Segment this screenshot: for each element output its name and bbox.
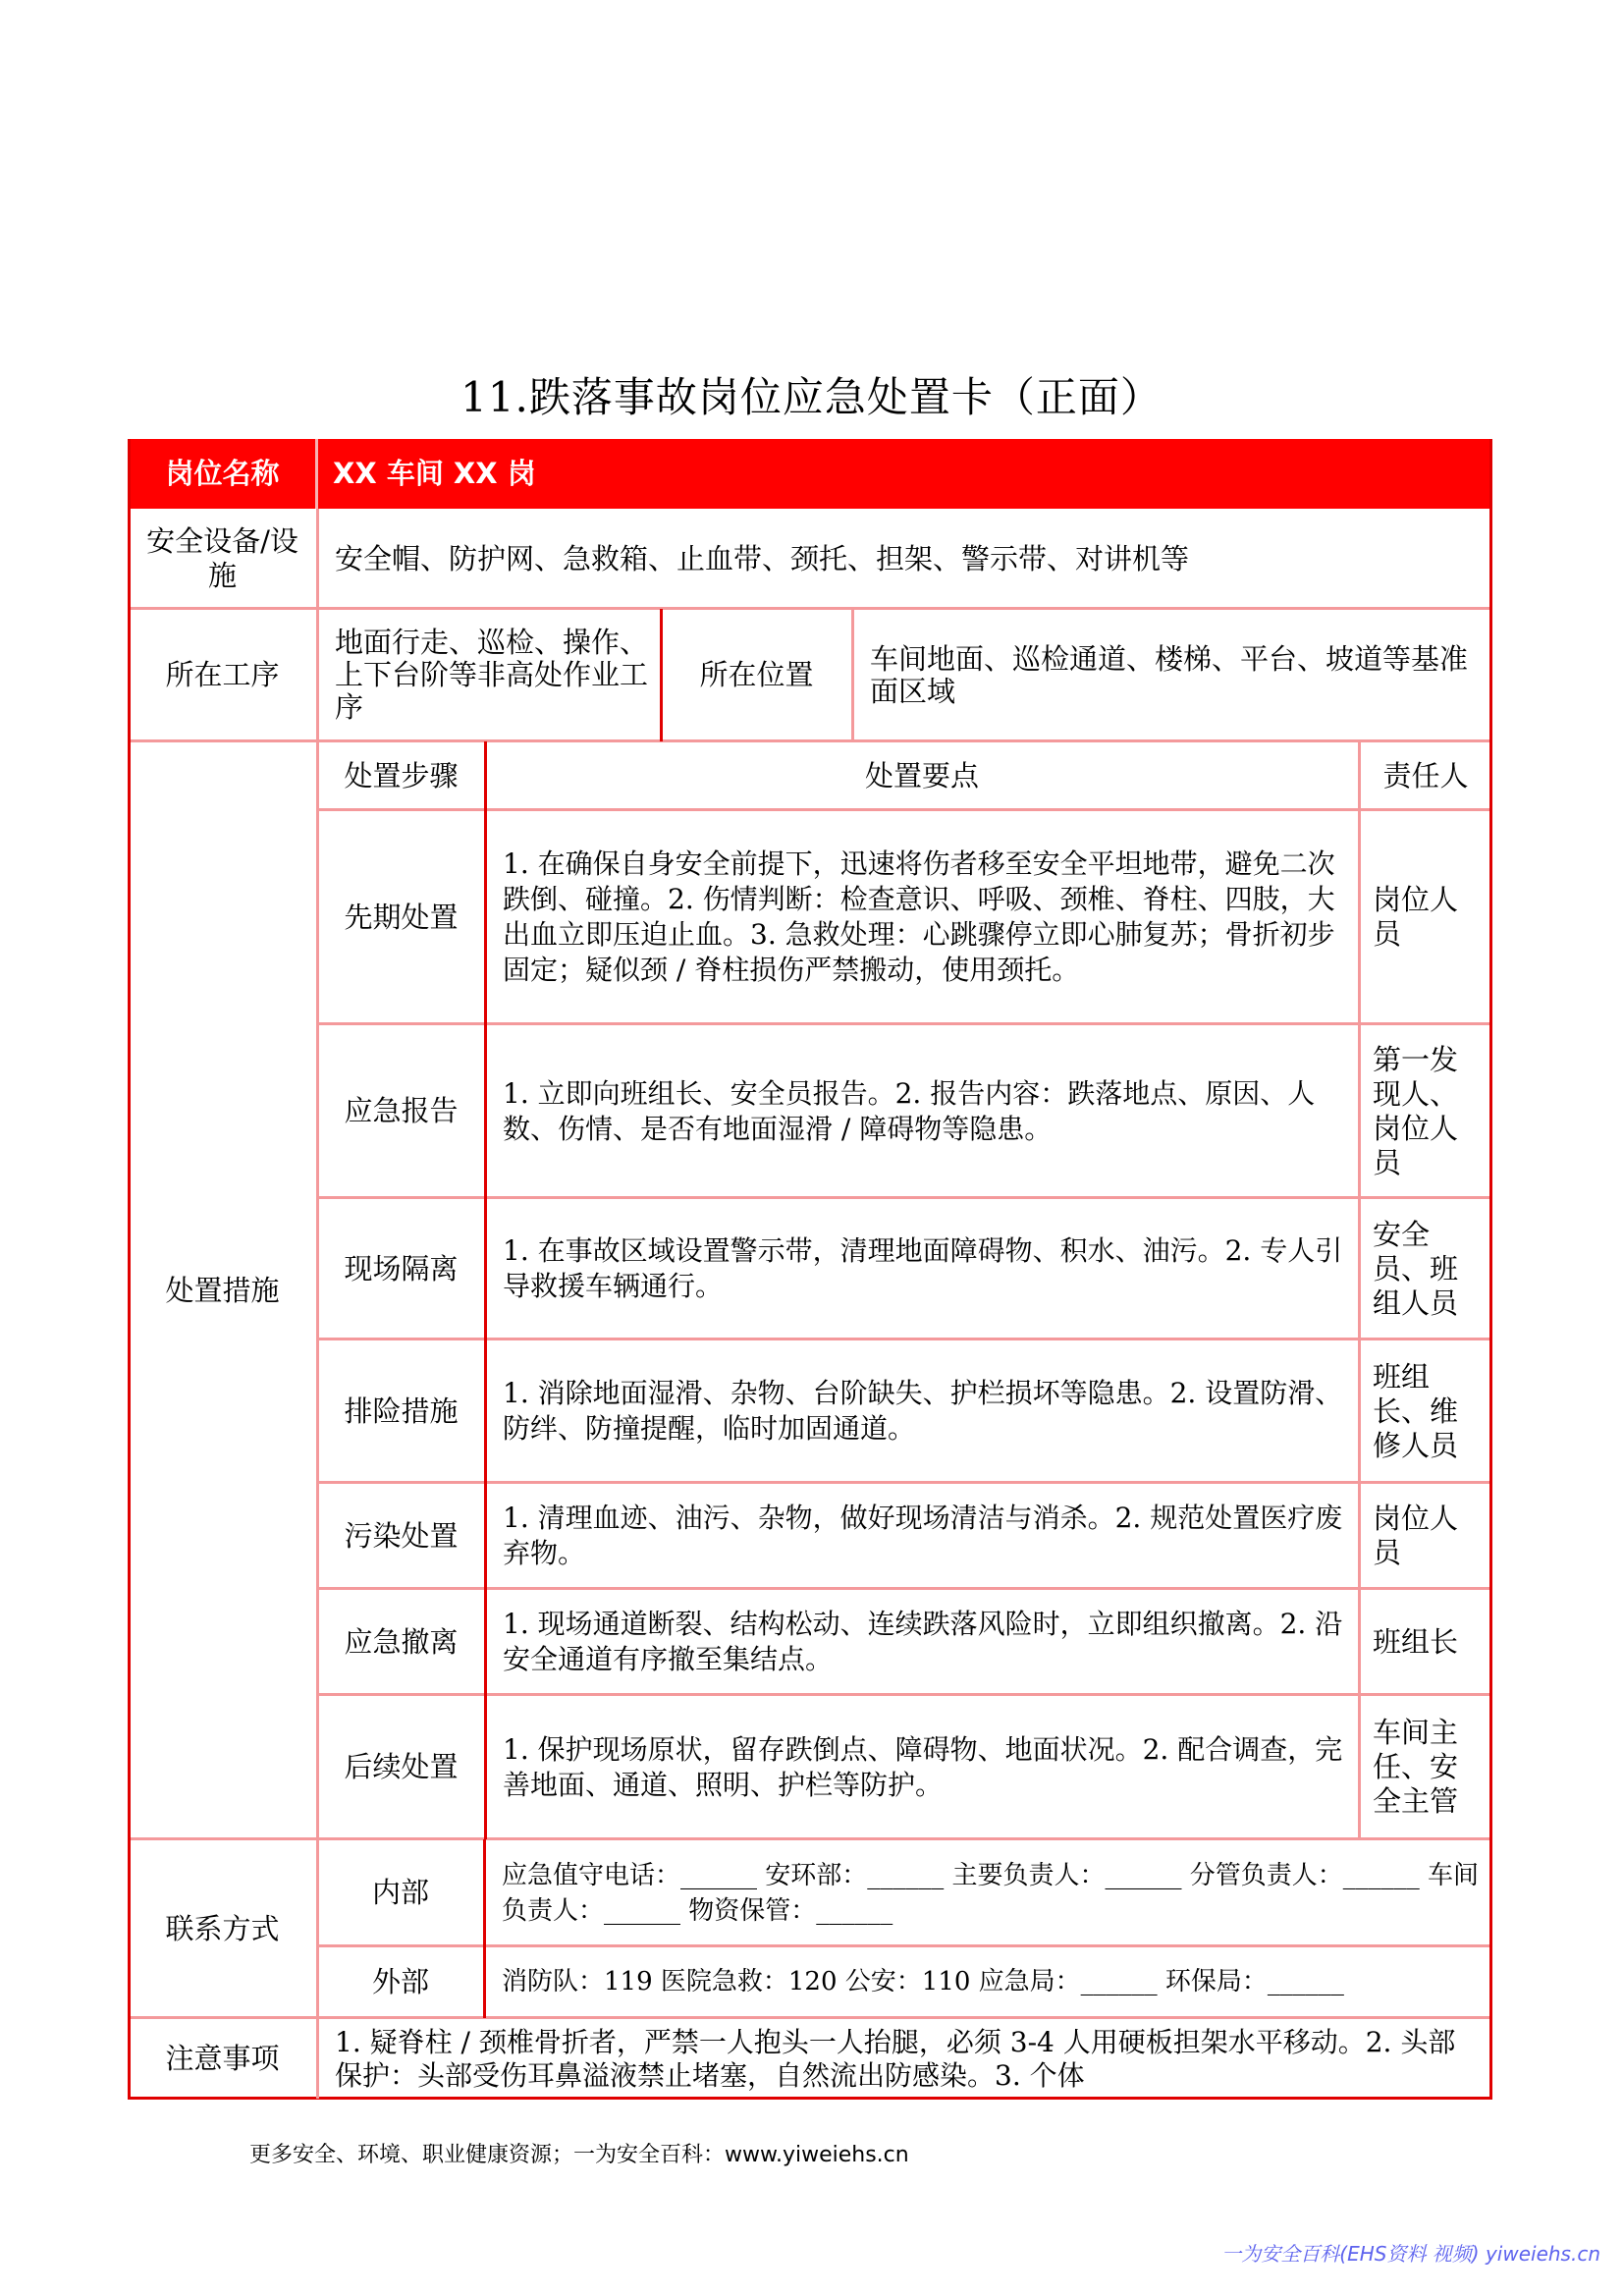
step-person: 班组长、维修人员: [1373, 1359, 1459, 1462]
grid-line: [128, 439, 131, 2100]
grid-line: [851, 609, 854, 741]
location-value: 车间地面、巡检通道、楼梯、平台、坡道等基准面区域: [870, 641, 1469, 708]
step-name: 应急撤离: [344, 1624, 459, 1659]
grid-line: [128, 739, 1492, 742]
step-name: 先期处置: [344, 900, 459, 934]
notes-value: 1. 疑脊柱 / 颈椎骨折者，严禁一人抱头一人抬腿，必须 3-4 人用硬板担架水平移动。2. 头部保护：头部受伤耳鼻溢液禁止堵塞，自然流出防感染。3. 个体: [335, 2026, 1456, 2092]
equipment-value: 安全帽、防护网、急救箱、止血带、颈托、担架、警示带、对讲机等: [335, 541, 1190, 575]
grid-line: [128, 1837, 1492, 1840]
step-points: 1. 立即向班组长、安全员报告。2. 报告内容：跌落地点、原因、人数、伤情、是否有地面湿滑 / 障碍物等隐患。: [503, 1076, 1316, 1145]
contact-internal-label: 内部: [371, 1876, 429, 1909]
equipment-label: 安全设备/设施: [146, 524, 298, 592]
grid-line: [317, 808, 1492, 811]
grid-line: [317, 1944, 1492, 1947]
step-points: 1. 清理血迹、油污、杂物，做好现场清洁与消杀。2. 规范处置医疗废弃物。: [503, 1502, 1343, 1569]
grid-line: [1489, 439, 1492, 2100]
grid-line: [317, 1587, 1492, 1590]
measures-label: 处置措施: [165, 1273, 280, 1307]
grid-line: [317, 1196, 1492, 1199]
step-person: 班组长: [1373, 1624, 1459, 1659]
column-header-points: 处置要点: [864, 758, 979, 793]
post-name-value: XX 车间 XX 岗: [317, 439, 1492, 509]
grid-line: [316, 509, 319, 2099]
post-name-label: 岗位名称: [128, 439, 317, 509]
page-title: 11.跌落事故岗位应急处置卡（正面）: [460, 373, 1163, 421]
grid-line: [660, 609, 663, 741]
grid-line: [317, 1338, 1492, 1340]
grid-line: [317, 1481, 1492, 1484]
step-name: 后续处置: [344, 1750, 459, 1783]
step-points: 1. 保护现场原状，留存跌倒点、障碍物、地面状况。2. 配合调查，完善地面、通道、照明、护栏等防护。: [503, 1732, 1343, 1801]
step-person: 车间主任、安全主管: [1373, 1716, 1459, 1818]
contact-external-label: 外部: [371, 1965, 429, 1998]
contact-label: 联系方式: [165, 1911, 280, 1945]
step-name: 应急报告: [344, 1094, 459, 1127]
footer-text: 更多安全、环境、职业健康资源；一为安全百科：www.yiweiehs.cn: [249, 2143, 909, 2167]
grid-line: [1358, 741, 1361, 1839]
grid-line: [128, 2097, 1492, 2100]
contact-external-value: 消防队：119 医院急救：120 公安：110 应急局：______ 环保局：______: [502, 1967, 1344, 1996]
grid-line: [483, 1839, 486, 2018]
grid-line: [128, 2016, 1492, 2019]
step-person: 岗位人员: [1373, 883, 1459, 951]
step-points: 1. 消除地面湿滑、杂物、台阶缺失、护栏损坏等隐患。2. 设置防滑、防绊、防撞提醒，临时加固通道。: [503, 1377, 1343, 1445]
location-label: 所在位置: [699, 658, 814, 691]
grid-line: [317, 1693, 1492, 1696]
grid-line: [317, 1022, 1492, 1025]
step-points: 1. 现场通道断裂、结构松动、连续跌落风险时，立即组织撤离。2. 沿安全通道有序撤至集结点。: [503, 1608, 1343, 1675]
grid-line: [128, 607, 1492, 610]
step-person: 第一发现人、岗位人员: [1373, 1042, 1459, 1179]
watermark: 一为安全百科(EHS资料 视频) yiweiehs.cn: [1221, 2242, 1600, 2266]
step-name: 污染处置: [344, 1518, 459, 1553]
process-value: 地面行走、巡检、操作、上下台阶等非高处作业工序: [335, 626, 649, 724]
step-points: 1. 在事故区域设置警示带，清理地面障碍物、积水、油污。2. 专人引导救援车辆通行。: [503, 1234, 1343, 1302]
notes-label: 注意事项: [165, 2041, 280, 2075]
step-name: 现场隔离: [344, 1251, 459, 1285]
step-person: 岗位人员: [1373, 1502, 1459, 1569]
grid-line: [315, 439, 318, 509]
step-name: 排险措施: [344, 1394, 459, 1428]
step-points: 1. 在确保自身安全前提下，迅速将伤者移至安全平坦地带，避免二次跌倒、碰撞。2. 伤情判断：检查意识、呼吸、颈椎、脊柱、四肢，大出血立即压迫止血。3. 急救处理：心跳骤停立即心肺复苏；骨折初步固定；疑似颈 / 脊柱损伤严禁搬动，使用颈托。: [503, 847, 1335, 986]
column-header-step: 处置步骤: [344, 758, 459, 793]
grid-line: [484, 741, 487, 1839]
contact-internal-value: 应急值守电话：______ 安环部：______ 主要负责人：______ 分管负责人：______ 车间负责人：______ 物资保管：______: [502, 1860, 1480, 1926]
step-person: 安全员、班组人员: [1373, 1217, 1459, 1320]
column-header-person: 责任人: [1382, 758, 1469, 793]
process-label: 所在工序: [165, 658, 280, 691]
